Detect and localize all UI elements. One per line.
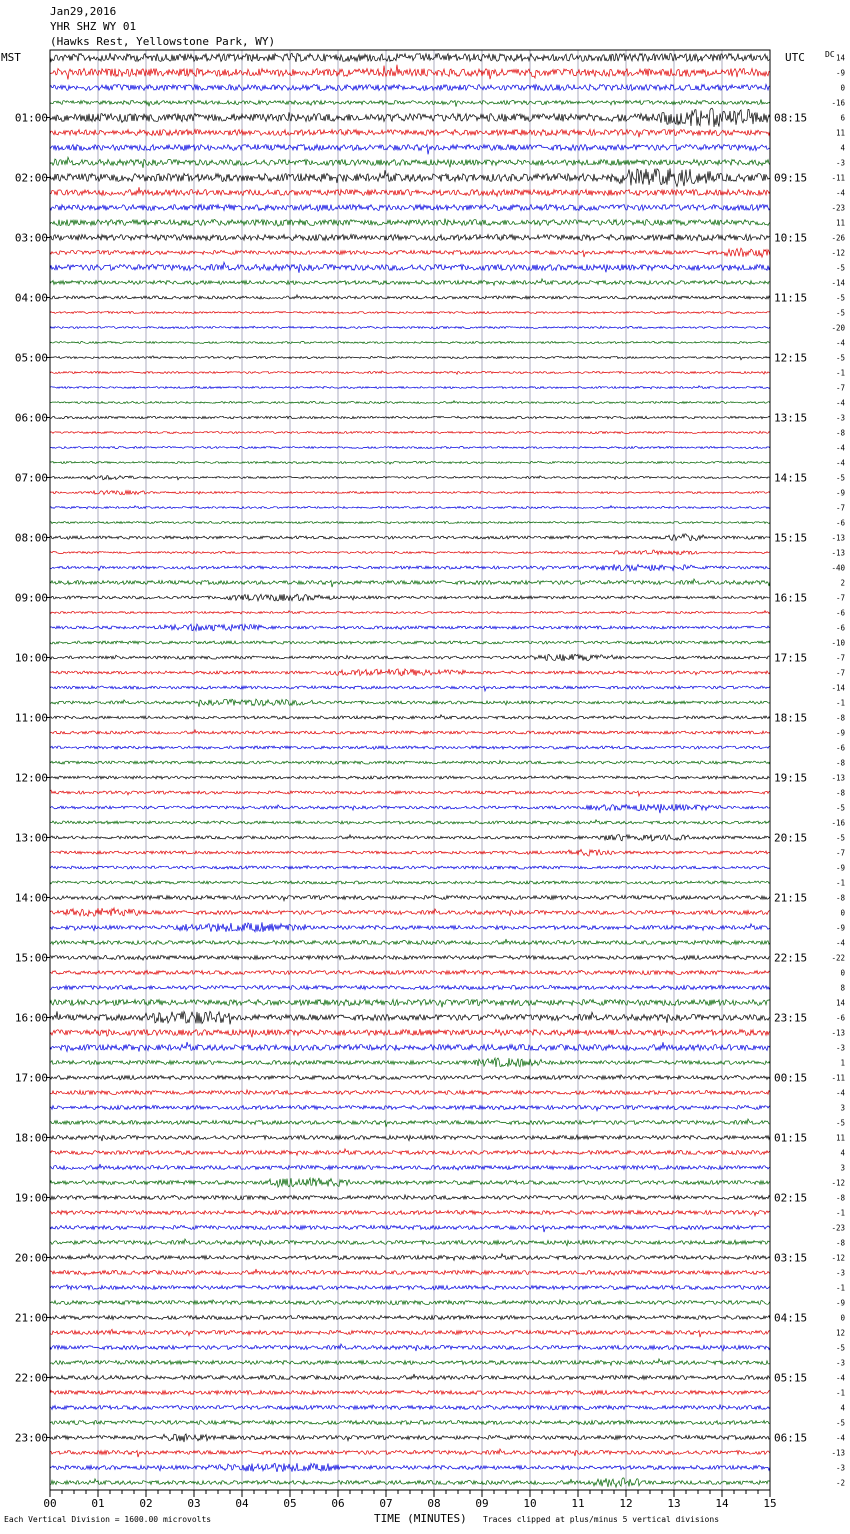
dc-offset-label: 0 (840, 83, 845, 93)
x-tick-label: 14 (715, 1497, 729, 1510)
trace-47 (50, 746, 770, 749)
dc-offset-label: 3 (840, 1103, 845, 1113)
trace-17 (50, 295, 770, 300)
trace-4 (50, 100, 770, 107)
dc-offset-label: 0 (840, 1313, 845, 1323)
trace-61 (50, 956, 770, 961)
right-hour-label: 16:15 (774, 591, 808, 605)
right-hour-label: 00:15 (774, 1071, 808, 1085)
dc-offset-label: -9 (835, 1298, 845, 1308)
dc-offset-label: -1 (835, 1208, 845, 1218)
dc-offset-label: -5 (835, 1118, 845, 1128)
trace-48 (50, 761, 770, 765)
trace-27 (50, 447, 770, 449)
trace-69 (50, 1075, 770, 1080)
dc-offset-labels (831, 54, 845, 1488)
trace-84 (50, 1300, 770, 1305)
left-hour-label: 16:00 (14, 1011, 48, 1025)
trace-87 (50, 1344, 770, 1351)
left-hour-label: 15:00 (14, 951, 48, 965)
dc-offset-label: -22 (831, 953, 845, 963)
dc-offset-label: -12 (831, 248, 845, 258)
right-hour-label: 12:15 (774, 351, 808, 365)
dc-offset-label: -7 (835, 848, 845, 858)
dc-offset-label: 12 (835, 1328, 845, 1338)
dc-offset-label: -13 (831, 548, 845, 558)
trace-81 (50, 1254, 770, 1260)
dc-offset-label: 4 (840, 1148, 845, 1158)
dc-offset-label: -8 (835, 713, 845, 723)
dc-offset-label: 0 (840, 908, 845, 918)
right-hour-label: 05:15 (774, 1371, 808, 1385)
trace-95 (50, 1463, 770, 1472)
dc-offset-label: -4 (835, 443, 845, 453)
trace-2 (50, 65, 770, 80)
dc-offset-label: -26 (831, 233, 845, 243)
scale-note: Each Vertical Division = 1600.00 microvolts (4, 1515, 212, 1524)
date-label: Jan29,2016 (50, 5, 117, 18)
trace-36 (50, 579, 770, 587)
dc-offset-label: -13 (831, 1448, 845, 1458)
trace-74 (50, 1149, 770, 1155)
dc-offset-label: -16 (831, 98, 845, 108)
right-hour-label: 03:15 (774, 1251, 808, 1265)
left-hour-label: 09:00 (14, 591, 48, 605)
left-hour-label: 10:00 (14, 651, 48, 665)
trace-21 (50, 356, 770, 360)
dc-offset-label: -5 (835, 803, 845, 813)
dc-offset-label: -7 (835, 593, 845, 603)
right-hour-label: 13:15 (774, 411, 808, 425)
trace-60 (50, 939, 770, 945)
right-hour-label: 04:15 (774, 1311, 808, 1325)
trace-33 (50, 534, 770, 541)
dc-offset-label: -13 (831, 533, 845, 543)
right-hour-label: 01:15 (774, 1131, 808, 1145)
right-hour-label: 10:15 (774, 231, 808, 245)
right-hour-label: 02:15 (774, 1191, 808, 1205)
dc-offset-label: -12 (831, 1178, 845, 1188)
left-hour-label: 01:00 (14, 111, 48, 125)
trace-30 (50, 490, 770, 494)
trace-65 (50, 1011, 770, 1024)
trace-16 (50, 279, 770, 285)
trace-49 (50, 776, 770, 779)
dc-offset-label: -20 (831, 323, 845, 333)
dc-offset-label: -5 (835, 353, 845, 363)
trace-5 (50, 108, 770, 127)
right-hour-label: 19:15 (774, 771, 808, 785)
x-tick-label: 13 (667, 1497, 681, 1510)
dc-offset-label: 6 (840, 113, 845, 123)
trace-53 (50, 835, 770, 842)
right-hour-label: 09:15 (774, 171, 808, 185)
trace-12 (50, 219, 770, 227)
trace-67 (50, 1042, 770, 1052)
trace-72 (50, 1119, 770, 1127)
left-hour-label: 08:00 (14, 531, 48, 545)
trace-52 (50, 820, 770, 825)
right-hour-label: 20:15 (774, 831, 808, 845)
trace-10 (50, 187, 770, 196)
dc-offset-label: -5 (835, 293, 845, 303)
trace-28 (50, 462, 770, 465)
dc-offset-label: -7 (835, 653, 845, 663)
trace-46 (50, 730, 770, 735)
trace-6 (50, 130, 770, 138)
trace-82 (50, 1269, 770, 1275)
trace-37 (50, 594, 770, 601)
trace-40 (50, 641, 770, 645)
dc-offset-label: -2 (835, 1478, 845, 1488)
left-hour-label: 17:00 (14, 1071, 48, 1085)
dc-offset-label: -10 (831, 638, 845, 648)
right-hour-label: 08:15 (774, 111, 808, 125)
dc-offset-label: -14 (831, 683, 845, 693)
left-hour-label: 14:00 (14, 891, 48, 905)
trace-38 (50, 611, 770, 614)
trace-45 (50, 715, 770, 720)
trace-80 (50, 1239, 770, 1246)
trace-22 (50, 371, 770, 375)
right-hour-label: 15:15 (774, 531, 808, 545)
trace-1 (50, 53, 770, 62)
dc-offset-label: -8 (835, 428, 845, 438)
trace-64 (50, 1000, 770, 1008)
x-tick-label: 12 (619, 1497, 633, 1510)
trace-11 (50, 205, 770, 212)
trace-18 (50, 311, 770, 314)
dc-offset-label: 1 (840, 1058, 845, 1068)
trace-42 (50, 669, 770, 676)
trace-54 (50, 849, 770, 856)
trace-93 (50, 1434, 770, 1442)
dc-offset-label: 4 (840, 143, 845, 153)
dc-offset-label: -8 (835, 893, 845, 903)
trace-7 (50, 145, 770, 155)
dc-offset-label: 11 (835, 218, 845, 228)
x-tick-label: 06 (331, 1497, 345, 1510)
trace-39 (50, 624, 770, 631)
dc-offset-label: -1 (835, 1388, 845, 1398)
dc-offset-label: -5 (835, 473, 845, 483)
dc-offset-label: -4 (835, 938, 845, 948)
trace-43 (50, 686, 770, 691)
trace-31 (50, 506, 770, 509)
trace-91 (50, 1405, 770, 1410)
trace-29 (50, 476, 770, 480)
left-hour-label: 03:00 (14, 231, 48, 245)
dc-offset-label: -4 (835, 188, 845, 198)
dc-offset-label: 11 (835, 1133, 845, 1143)
x-axis-title: TIME (MINUTES) (374, 1512, 467, 1525)
left-hour-label: 07:00 (14, 471, 48, 485)
right-hour-label: 22:15 (774, 951, 808, 965)
x-tick-label: 05 (283, 1497, 297, 1510)
dc-offset-label: -9 (835, 68, 845, 78)
x-tick-label: 02 (139, 1497, 153, 1510)
trace-58 (50, 908, 770, 916)
dc-offset-label: -9 (835, 923, 845, 933)
dc-offset-label: -8 (835, 1193, 845, 1203)
trace-41 (50, 654, 770, 661)
dc-offset-label: -40 (831, 563, 845, 573)
dc-offset-label: -23 (831, 1223, 845, 1233)
right-hour-label: 17:15 (774, 651, 808, 665)
trace-79 (50, 1226, 770, 1233)
dc-offset-label: -3 (835, 158, 845, 168)
trace-68 (50, 1058, 770, 1067)
dc-offset-label: -13 (831, 1028, 845, 1038)
trace-94 (50, 1449, 770, 1457)
trace-20 (50, 342, 770, 344)
x-tick-label: 09 (475, 1497, 489, 1510)
dc-offset-label: 14 (835, 53, 845, 63)
dc-offset-label: -5 (835, 1343, 845, 1353)
x-tick-label: 15 (763, 1497, 777, 1510)
dc-offset-label: -16 (831, 818, 845, 828)
trace-24 (50, 401, 770, 404)
dc-offset-label: -9 (835, 863, 845, 873)
trace-75 (50, 1164, 770, 1170)
dc-offset-label: -4 (835, 1373, 845, 1383)
dc-offset-label: -6 (835, 1013, 845, 1023)
left-hour-label: 23:00 (14, 1431, 48, 1445)
trace-55 (50, 866, 770, 870)
trace-50 (50, 790, 770, 796)
left-hour-label: 12:00 (14, 771, 48, 785)
trace-73 (50, 1135, 770, 1141)
dc-label: DC (825, 50, 835, 59)
trace-14 (50, 248, 770, 257)
dc-offset-label: 3 (840, 1163, 845, 1173)
trace-71 (50, 1106, 770, 1111)
dc-offset-label: -4 (835, 458, 845, 468)
dc-offset-label: -5 (835, 308, 845, 318)
trace-92 (50, 1421, 770, 1425)
dc-offset-label: -8 (835, 1238, 845, 1248)
dc-offset-label: -3 (835, 1358, 845, 1368)
left-hour-label: 21:00 (14, 1311, 48, 1325)
mst-timezone-label: MST (1, 51, 21, 64)
dc-offset-label: -6 (835, 518, 845, 528)
dc-offset-label: -12 (831, 1253, 845, 1263)
x-tick-label: 11 (571, 1497, 585, 1510)
trace-62 (50, 970, 770, 975)
station-label: YHR SHZ WY 01 (50, 20, 137, 33)
dc-offset-label: -4 (835, 338, 845, 348)
trace-3 (50, 84, 770, 90)
right-hour-label: 21:15 (774, 891, 808, 905)
left-hour-label: 02:00 (14, 171, 48, 185)
dc-offset-label: 4 (840, 1403, 845, 1413)
dc-offset-label: -6 (835, 608, 845, 618)
dc-offset-label: -9 (835, 728, 845, 738)
dc-offset-label: 0 (840, 968, 845, 978)
trace-59 (50, 922, 770, 932)
right-hour-label: 11:15 (774, 291, 808, 305)
dc-offset-label: -7 (835, 503, 845, 513)
trace-96 (50, 1478, 770, 1487)
dc-offset-label: -4 (835, 1433, 845, 1443)
dc-offset-label: -4 (835, 398, 845, 408)
left-hour-label: 04:00 (14, 291, 48, 305)
trace-8 (50, 157, 770, 168)
dc-offset-label: 2 (840, 578, 845, 588)
dc-offset-label: -3 (835, 413, 845, 423)
dc-offset-label: -8 (835, 788, 845, 798)
trace-70 (50, 1090, 770, 1095)
dc-offset-label: 8 (840, 983, 845, 993)
dc-offset-label: -1 (835, 368, 845, 378)
time-axis (43, 1490, 776, 1510)
dc-offset-label: -7 (835, 383, 845, 393)
trace-25 (50, 416, 770, 419)
trace-51 (50, 804, 770, 813)
dc-offset-label: -5 (835, 1418, 845, 1428)
trace-76 (50, 1178, 770, 1187)
right-hour-label: 18:15 (774, 711, 808, 725)
dc-offset-label: -6 (835, 623, 845, 633)
dc-offset-label: 11 (835, 128, 845, 138)
trace-83 (50, 1285, 770, 1290)
trace-88 (50, 1359, 770, 1365)
left-hour-label: 05:00 (14, 351, 48, 365)
trace-57 (50, 896, 770, 901)
dc-offset-label: -1 (835, 878, 845, 888)
dc-offset-label: -13 (831, 773, 845, 783)
dc-offset-label: -23 (831, 203, 845, 213)
dc-offset-label: -11 (831, 173, 845, 183)
trace-77 (50, 1195, 770, 1200)
trace-34 (50, 550, 770, 555)
trace-90 (50, 1391, 770, 1395)
trace-26 (50, 431, 770, 434)
trace-66 (50, 1029, 770, 1037)
x-tick-label: 04 (235, 1497, 249, 1510)
trace-9 (50, 168, 770, 186)
trace-19 (50, 326, 770, 329)
trace-85 (50, 1316, 770, 1320)
trace-23 (50, 386, 770, 389)
x-tick-label: 01 (91, 1497, 105, 1510)
right-hour-label: 06:15 (774, 1431, 808, 1445)
trace-44 (50, 699, 770, 707)
left-hour-label: 13:00 (14, 831, 48, 845)
dc-offset-label: -8 (835, 758, 845, 768)
trace-13 (50, 235, 770, 241)
dc-offset-label: -7 (835, 668, 845, 678)
dc-offset-label: -3 (835, 1463, 845, 1473)
clip-note: Traces clipped at plus/minus 5 vertical divisions (483, 1515, 720, 1524)
trace-35 (50, 564, 770, 571)
dc-offset-label: -5 (835, 263, 845, 273)
dc-offset-label: -1 (835, 698, 845, 708)
x-tick-label: 07 (379, 1497, 393, 1510)
trace-89 (50, 1374, 770, 1380)
dc-offset-label: -11 (831, 1073, 845, 1083)
dc-offset-label: -3 (835, 1043, 845, 1053)
trace-86 (50, 1329, 770, 1337)
utc-timezone-label: UTC (785, 51, 805, 64)
dc-offset-label: -14 (831, 278, 845, 288)
right-hour-label: 14:15 (774, 471, 808, 485)
left-hour-label: 06:00 (14, 411, 48, 425)
left-hour-label: 19:00 (14, 1191, 48, 1205)
left-hour-label: 20:00 (14, 1251, 48, 1265)
x-tick-label: 00 (43, 1497, 57, 1510)
dc-offset-label: -1 (835, 1283, 845, 1293)
trace-56 (50, 881, 770, 884)
dc-offset-label: -6 (835, 743, 845, 753)
left-hour-label: 22:00 (14, 1371, 48, 1385)
x-tick-label: 08 (427, 1497, 441, 1510)
right-hour-label: 23:15 (774, 1011, 808, 1025)
left-hour-label: 11:00 (14, 711, 48, 725)
left-hour-label: 18:00 (14, 1131, 48, 1145)
dc-offset-label: -5 (835, 833, 845, 843)
dc-offset-label: 14 (835, 998, 845, 1008)
x-tick-label: 03 (187, 1497, 201, 1510)
dc-offset-label: -4 (835, 1088, 845, 1098)
trace-63 (50, 986, 770, 990)
dc-offset-label: -3 (835, 1268, 845, 1278)
x-tick-label: 10 (523, 1497, 537, 1510)
location-label: (Hawks Rest, Yellowstone Park, WY) (50, 35, 276, 48)
seismic-traces (50, 53, 770, 1487)
trace-15 (50, 262, 770, 273)
trace-78 (50, 1211, 770, 1216)
trace-32 (50, 522, 770, 524)
dc-offset-label: -9 (835, 488, 845, 498)
